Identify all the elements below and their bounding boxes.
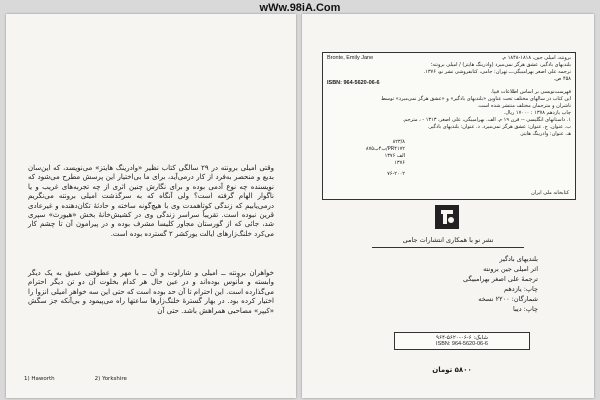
cip-line: ب. عنوان. ج. عنوان: عشق هرگز نمی‌میرد. د. عنوان: بلندیهای بادگیر.: [427, 124, 571, 130]
book-author: اثر امیلی جین برونته: [483, 265, 538, 273]
publisher-logo: [434, 204, 460, 230]
isbn-box: [394, 332, 530, 350]
divider: [372, 247, 524, 248]
book-edition: چاپ: یازدهم: [504, 285, 538, 293]
cip-line: ترجمه علی اصغر بهرامبیگی.ــ تهران: جامی، کتابفروشی تشر نو، ۱۳۷۶.: [423, 69, 571, 75]
cip-line: ۴۵۸ ص.: [553, 76, 571, 82]
footnote-2: 2) Yorkshire: [94, 376, 127, 382]
cip-line: چاپ یازدهم ۱۳۷۸ : ۱۷۰۰۰ ریال.: [503, 110, 571, 116]
cip-line: ۱. داستانهای انگلیسی -- قرن ۱۹ م. الف. بهرامبیگی، علی اصغر، ۱۳۱۳ - ، مترجم.: [402, 117, 571, 123]
price-label: ۵۸۰۰ تومان: [432, 366, 472, 374]
footnotes: [24, 376, 274, 382]
intro-paragraph-2: خواهران برونته ــ امیلی و شارلوت و آن ــ با مهر و عطوفتی عمیق به یک دیگر وابسته و مأنوس بوده‌اند و در عین حال هر کدام بخلوت آن دو تن دیگر احترام می‌گذارده است. این احترام تا آن حد بوده است که حتی این سه خواهر امیلی انزوا را اختیار کرده بود. در بهار گسترهٔ خلنگ‌زارها ساعتها راه می‌پیمود و بی‌آنکه جز سگش «کیپر» مصاحبی همراهش باشد. حتی آن: [28, 269, 274, 315]
cip-record-box: [322, 52, 576, 200]
cip-line: این کتاب در سالهای مختلف تحت عناوین «بلندیهای بادگیر» و «عشق هرگز نمی‌میرد» توسط: [381, 96, 571, 102]
imprint-line: نشر نو با همکاری انتشارات جامی: [402, 236, 494, 244]
right-page: [302, 14, 594, 398]
cip-line: بلندیهای بادگیر، عشق هرگز نمی‌میرد (وادرینگ هایتز) / امیلی برونته؛: [430, 62, 571, 68]
cip-line: هـ. عنوان: وادرینگ هایتز.: [519, 131, 571, 137]
cip-line: ۱۳۷۶: [394, 160, 405, 166]
book-printer: چاپ: دیبا: [512, 305, 538, 313]
book-details: [463, 254, 538, 314]
left-page: [6, 14, 296, 398]
isbn-fa: شابک: ۶-۰۶-۵۶۲۰-۹۶۴: [436, 335, 488, 341]
cip-line: فهرست‌نویسی بر اساس اطلاعات فیپا.: [490, 89, 571, 95]
cip-line: الف ۱۳۷۶: [384, 153, 405, 159]
cip-line: ۸۲۳/۸: [392, 139, 405, 145]
book-title: بلندیهای بادگیر: [499, 255, 538, 263]
cip-isbn: ISBN: 964-5620-06-6: [327, 80, 380, 86]
book-translator: ترجمهٔ علی اصغر بهرامبیگی: [463, 275, 538, 283]
cip-library: کتابخانه ملی ایران: [531, 190, 569, 196]
cip-line: برونته، امیلی جین، ۱۸۱۸-۱۸۴۸ م.: [501, 55, 571, 61]
cip-author-en: Bronte, Emily Jane: [327, 55, 374, 61]
cip-line: ۷۶-۲۰۰۲: [387, 171, 405, 177]
footnote-1: 1) Haworth: [24, 376, 55, 382]
cip-line: PR۴۱۷۲/ب۴ب۸۷۵: [365, 146, 405, 152]
isbn-en: ISBN: 964-5620-06-6: [436, 341, 488, 347]
intro-paragraph-1: وقتی امیلی برونته در ۲۹ سالگی کتاب نظیر «وادرینگ هایتز» می‌نویسد، که این‌سان بدیع و منحصر به‌فرد از کار درمی‌آید، برای ما بی‌اختیار این پرسش مطرح می‌شود که نویسنده چه نوع آدمی بوده و برای نگارش چنین اثری از چه تجربه‌های غریب و یا ناگوار الهام گرفته است؟ ولی آنگاه که به سرگذشت امیلی برونته می‌نگریم درمی‌یابیم که زندگی کوتاهمدت وی با هیچ‌گونه ساخته و حادثهٔ تکان‌دهنده و غیرعادی قرین نبوده است. تقریباً سراسر زندگی وی در کشیش‌خانهٔ بخش «هیورث» سپری شد، جائی که از گورستان مجاور کلیسا مشرف بوده و در پیرامون آن تا چشم کار می‌کرد خلنگ‌زارهای ایالت یورکشر ۲ گسترده بوده است.: [28, 164, 274, 238]
book-print-run: شمارگان: ۲۲۰۰ نسخه: [478, 295, 538, 303]
site-watermark: wWw.98iA.Com: [259, 2, 341, 14]
cip-line: ناشران و مترجمان مختلف منتشر شده است.: [477, 103, 571, 109]
